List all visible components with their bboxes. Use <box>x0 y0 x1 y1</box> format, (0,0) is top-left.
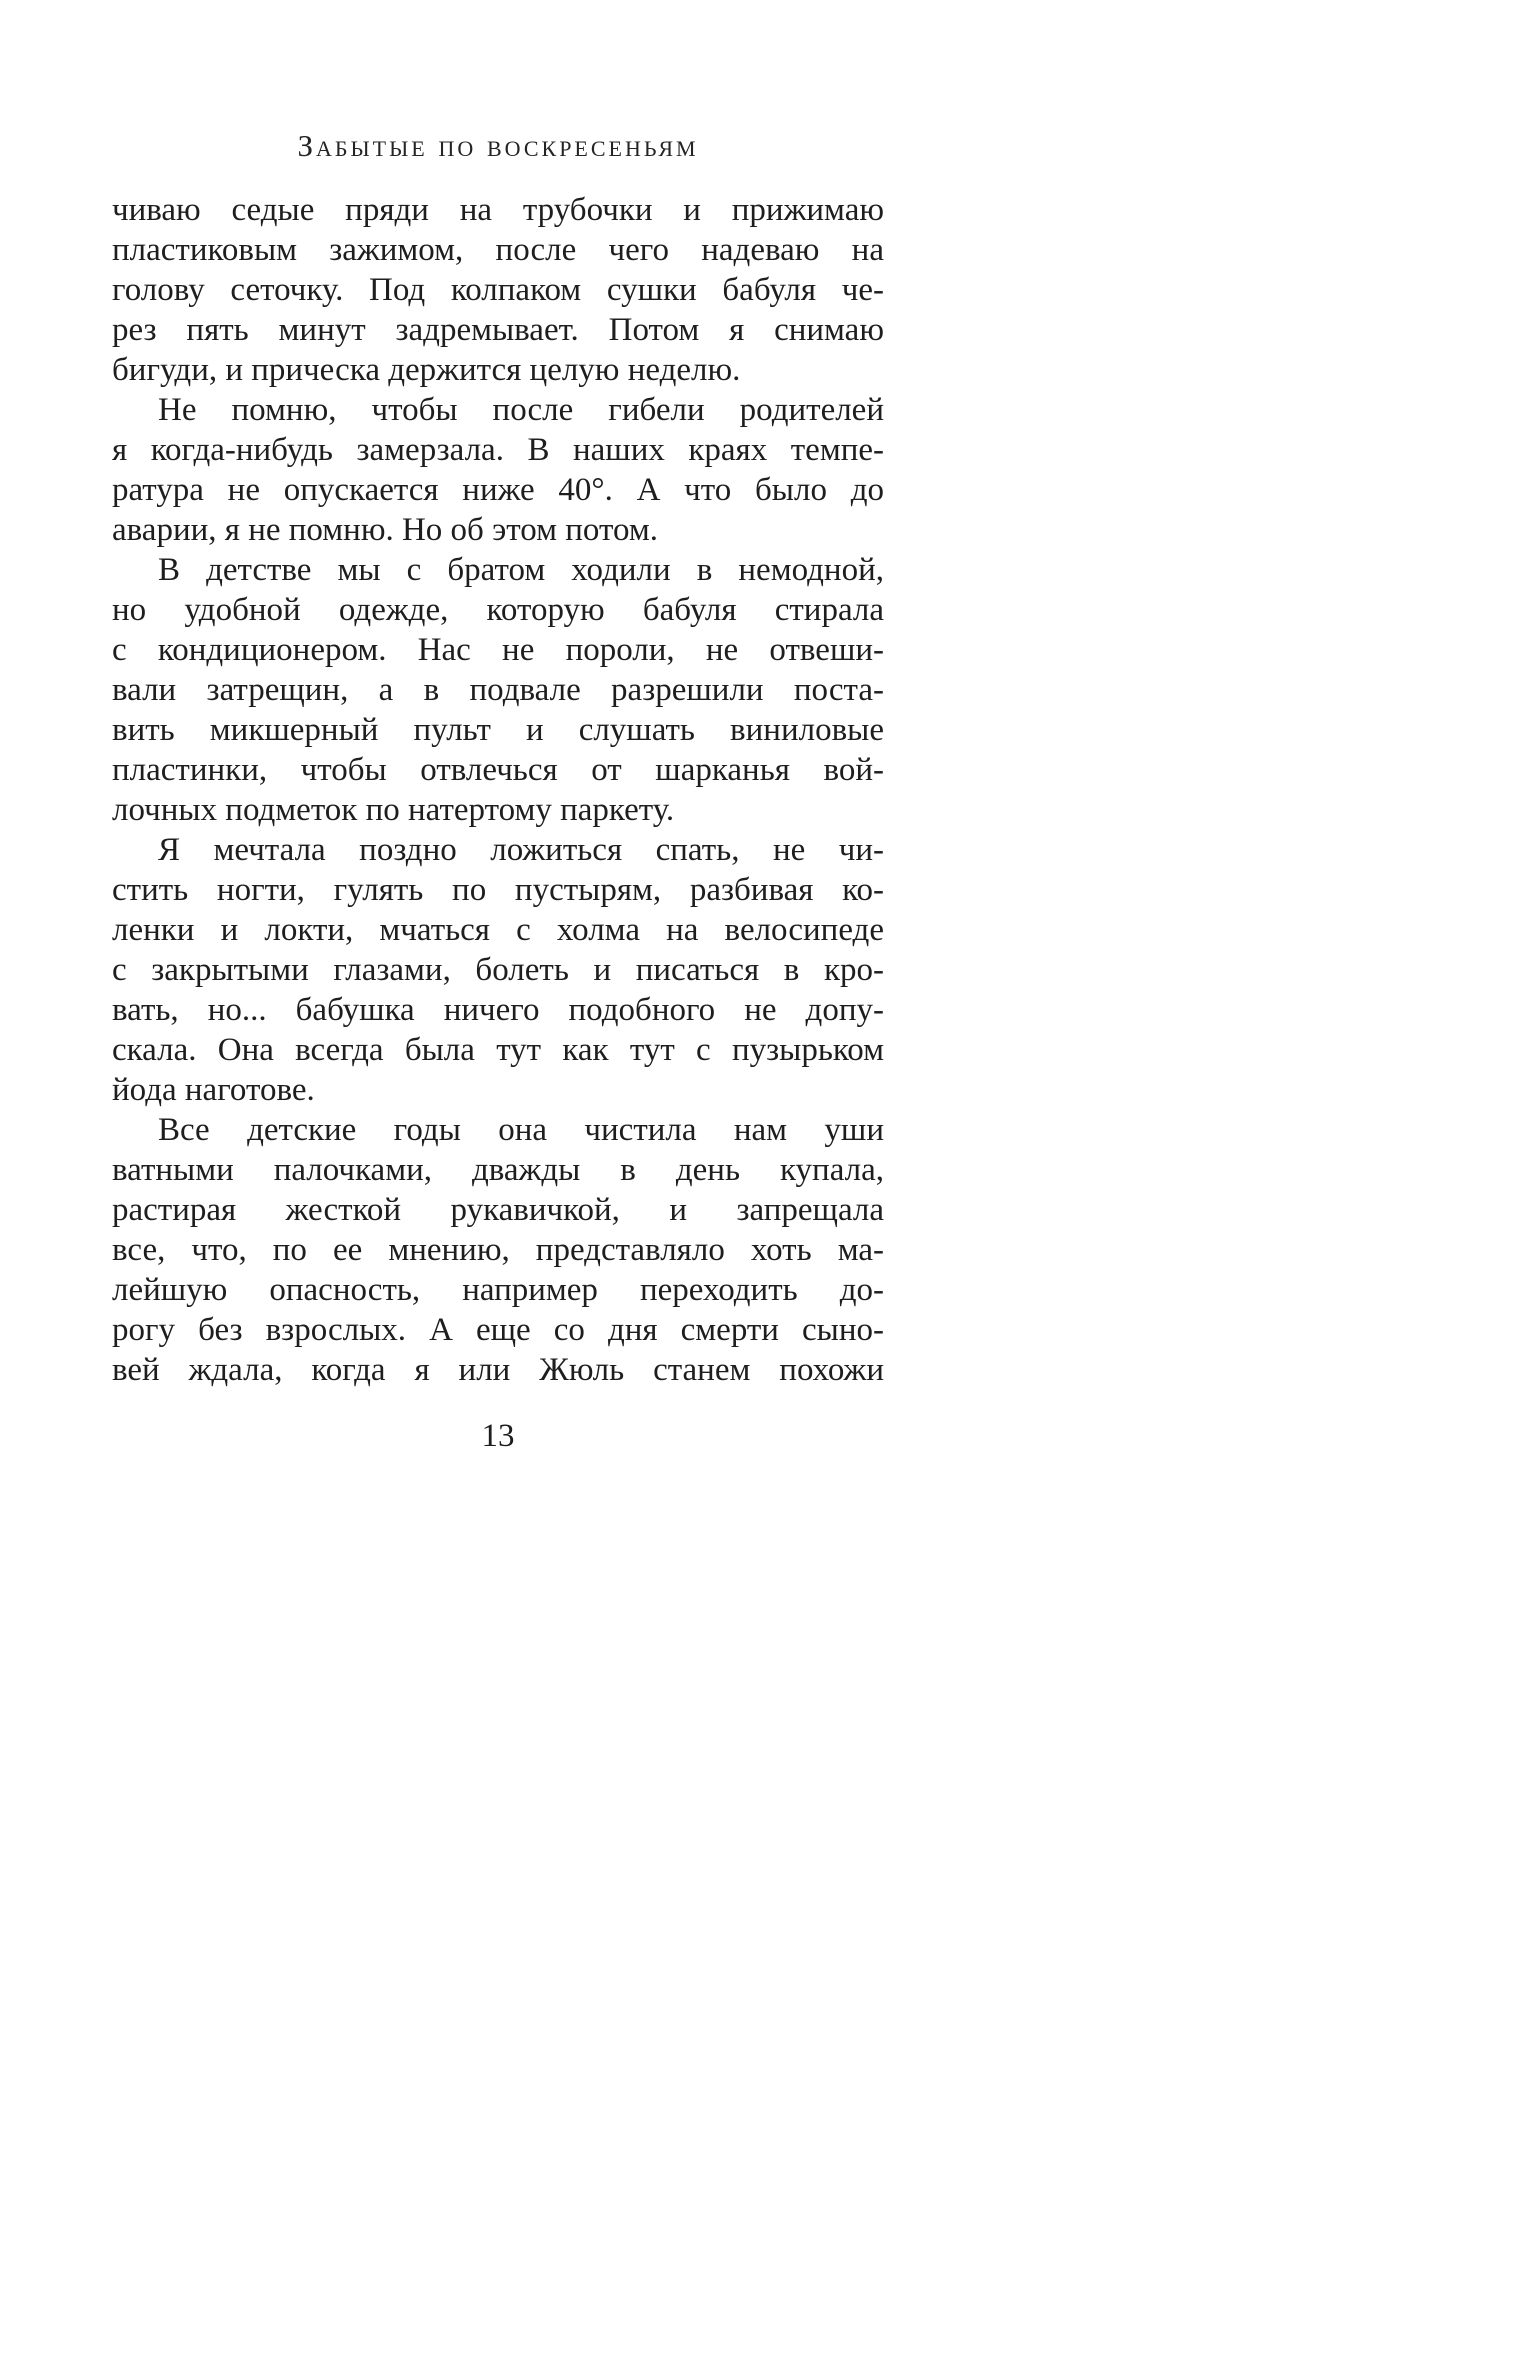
text-line: пластинки, чтобы отвлечься от шарканья вой- <box>112 752 884 788</box>
text-line: В детстве мы с братом ходили в немодной, <box>158 552 884 588</box>
running-header: Забытые по воскресеньям <box>297 128 699 163</box>
text-line: вить микшерный пульт и слушать виниловые <box>112 712 884 748</box>
text-line: вей ждала, когда я или Жюль станем похожи <box>112 1352 884 1388</box>
text-line: голову сеточку. Под колпаком сушки бабуля че- <box>112 272 884 308</box>
paragraph <box>112 390 884 550</box>
text-line: все, что, по ее мнению, представляло хоть ма- <box>112 1232 884 1268</box>
text-line: рогу без взрослых. А еще со дня смерти сыно- <box>112 1312 884 1348</box>
text-line: но удобной одежде, которую бабуля стирала <box>112 592 884 628</box>
text-line: йода наготове. <box>112 1072 315 1108</box>
paragraph <box>112 190 884 390</box>
text-block <box>112 128 884 1455</box>
text-line: аварии, я не помню. Но об этом потом. <box>112 512 658 548</box>
text-line: ратура не опускается ниже 40°. А что было до <box>112 472 884 508</box>
text-line: рез пять минут задремывает. Потом я снимаю <box>112 312 884 348</box>
text-line: скала. Она всегда была тут как тут с пузырьком <box>112 1032 884 1068</box>
text-line: с закрытыми глазами, болеть и писаться в кро- <box>112 952 884 988</box>
text-line: вать, но... бабушка ничего подобного не допу- <box>112 992 884 1028</box>
text-line: Я мечтала поздно ложиться спать, не чи- <box>158 832 884 868</box>
text-line: с кондиционером. Нас не пороли, не отвеши- <box>112 632 884 668</box>
text-line: ленки и локти, мчаться с холма на велосипеде <box>112 912 884 948</box>
text-line: бигуди, и прическа держится целую неделю. <box>112 352 741 388</box>
page-number: 13 <box>481 1418 515 1454</box>
text-line: растирая жесткой рукавичкой, и запрещала <box>112 1192 884 1228</box>
paragraph <box>112 830 884 1110</box>
paragraph <box>112 1110 884 1390</box>
body-text <box>112 190 884 1390</box>
text-line: лочных подметок по натертому паркету. <box>112 792 675 828</box>
text-line: ватными палочками, дважды в день купала, <box>112 1152 884 1188</box>
text-line: вали затрещин, а в подвале разрешили поста- <box>112 672 884 708</box>
text-line: Все детские годы она чистила нам уши <box>158 1112 884 1148</box>
text-line: я когда-нибудь замерзала. В наших краях темпе- <box>112 432 884 468</box>
text-line: лейшую опасность, например переходить до- <box>112 1272 884 1308</box>
text-line: стить ногти, гулять по пустырям, разбивая ко- <box>112 872 884 908</box>
text-line: Не помню, чтобы после гибели родителей <box>158 392 884 428</box>
text-line: пластиковым зажимом, после чего надеваю на <box>112 232 884 268</box>
text-line: чиваю седые пряди на трубочки и прижимаю <box>112 192 884 228</box>
paragraph <box>112 550 884 830</box>
